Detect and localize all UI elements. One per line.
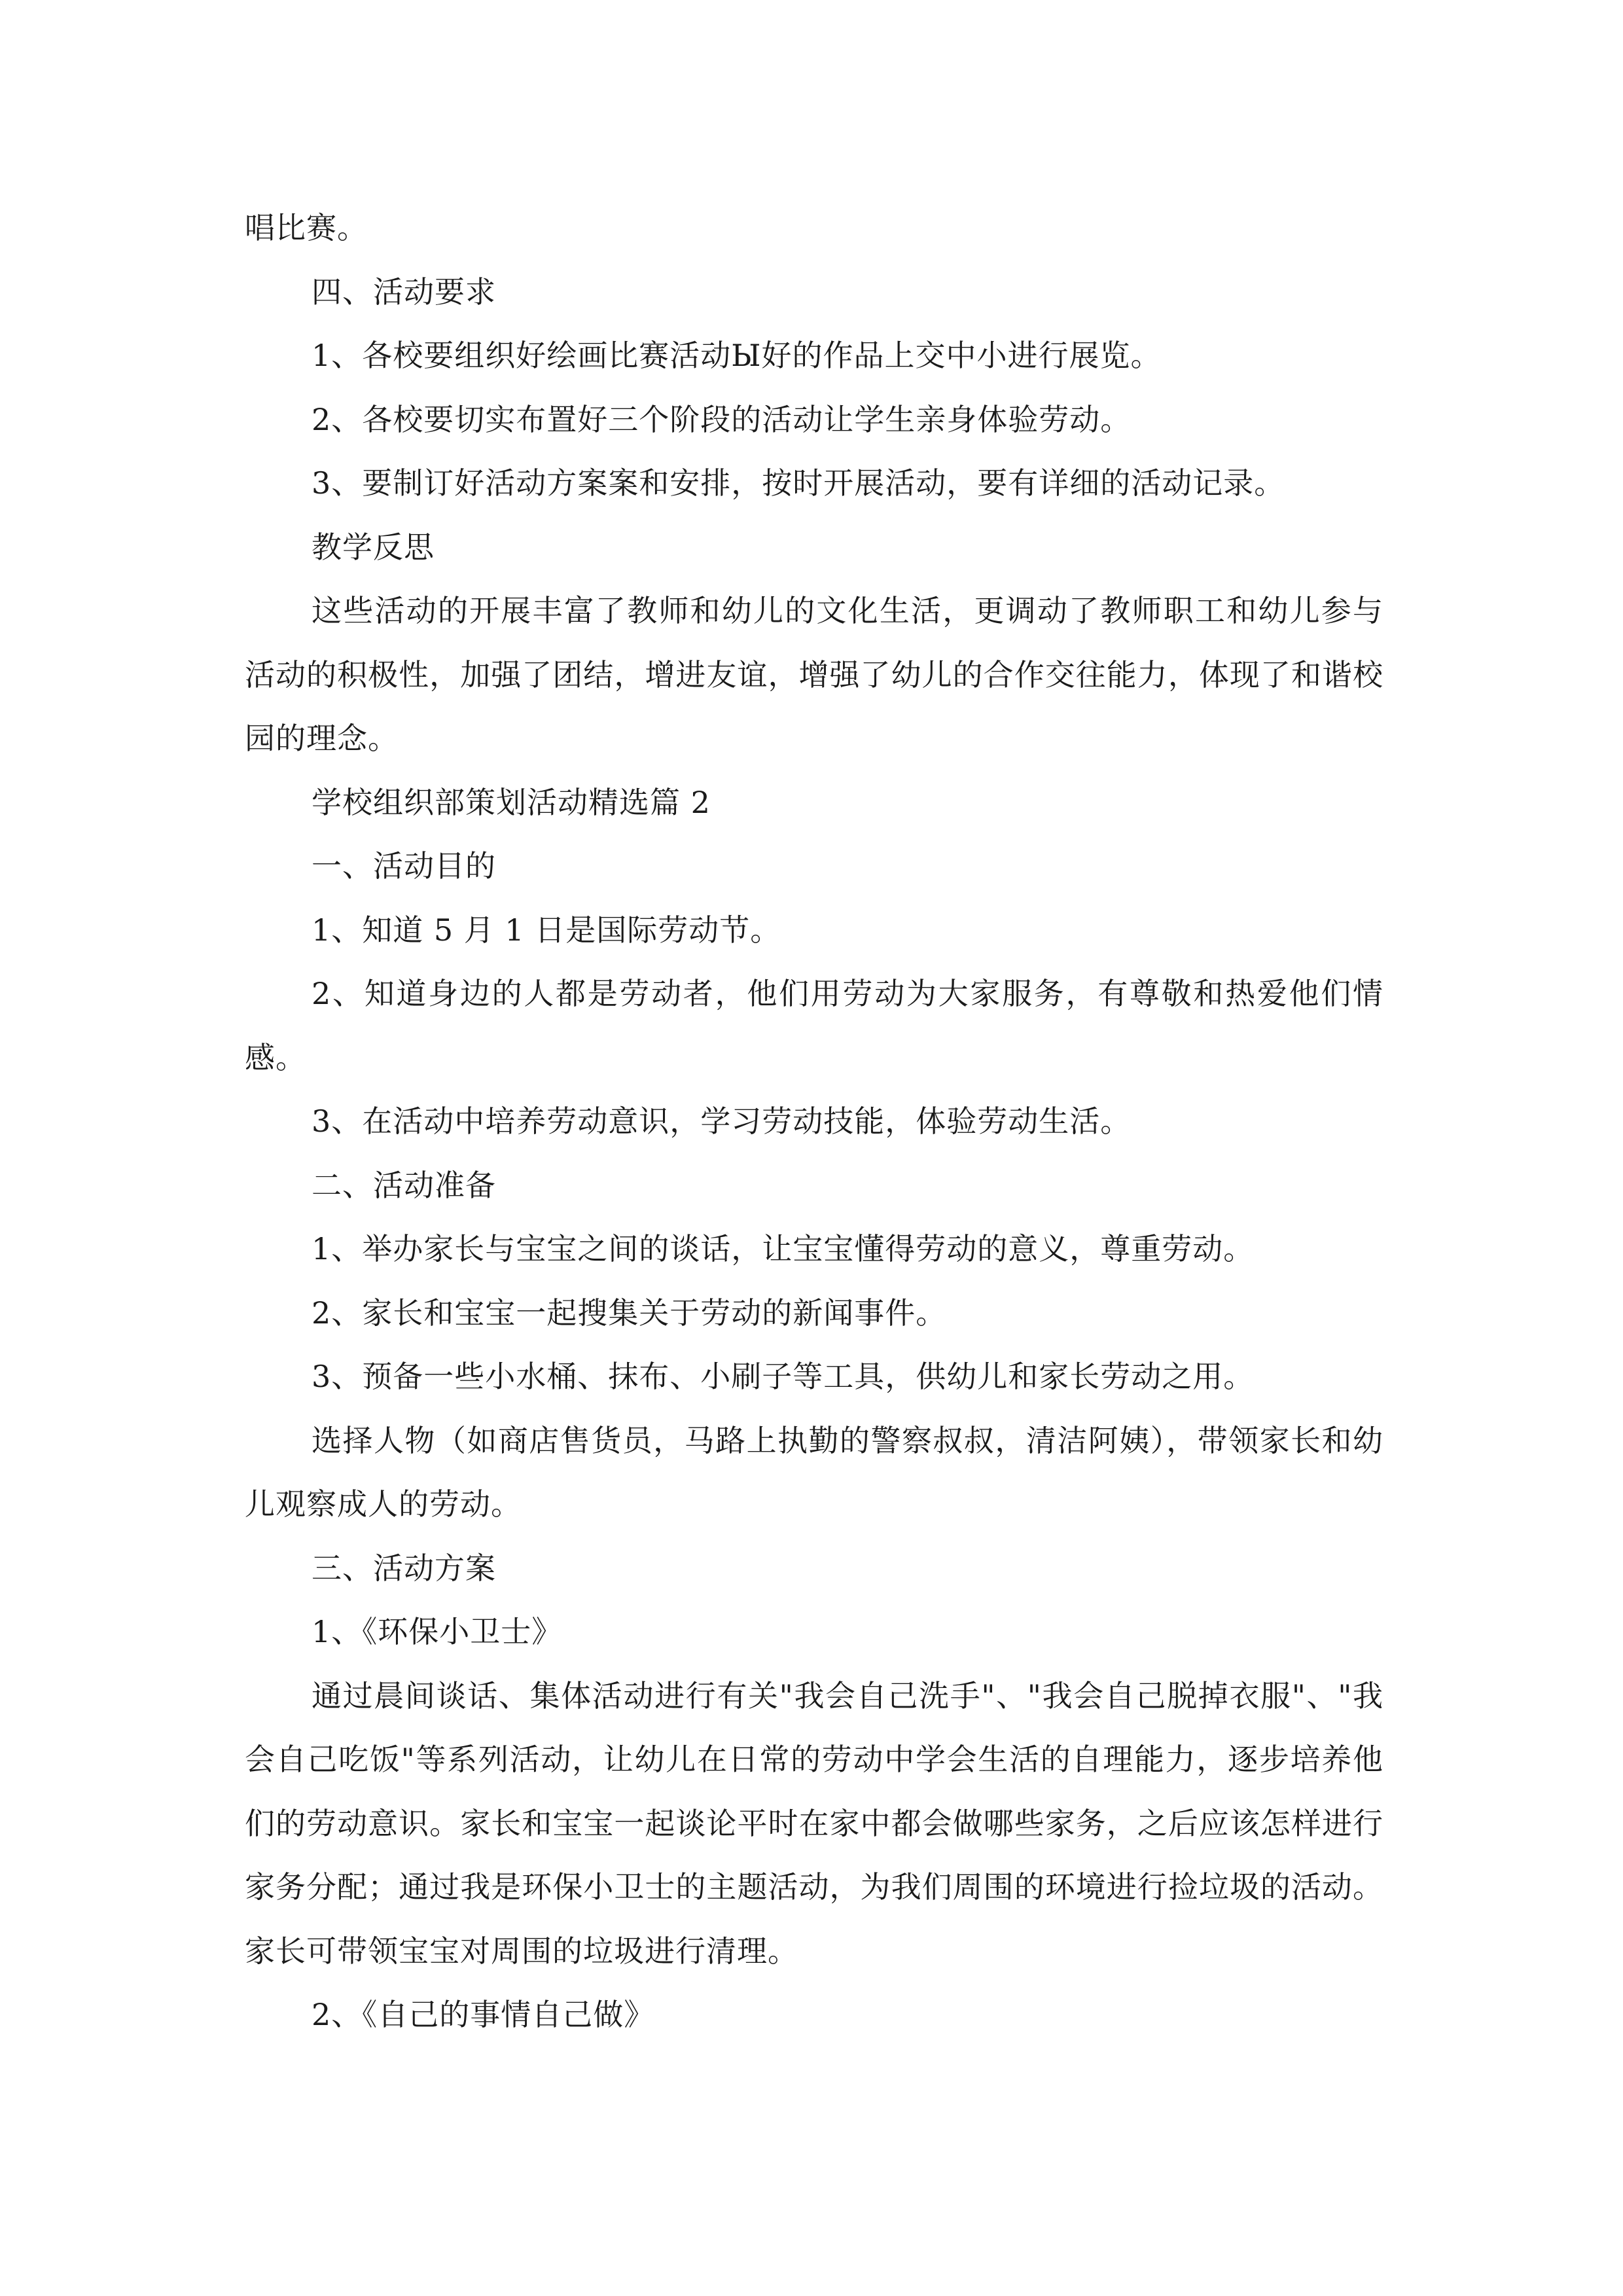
document-body [245,196,1383,2047]
list-item: 2、各校要切实布置好三个阶段的活动让学生亲身体验劳动。 [312,401,1132,437]
section-heading-purpose: 一、活动目的 [312,848,496,884]
list-item: 1、知道 5 月 1 日是国际劳动节。 [312,912,781,948]
paragraph: 通过晨间谈话、集体活动进行有关"我会自己洗手"、"我会自己脱掉衣服"、"我会自己吃饭"等系列活动，让幼儿在日常的劳动中学会生活的自理能力，逐步培养他们的劳动意识。家长和宝宝一起谈论平时在家中都会做哪些家务，之后应该怎样进行家务分配；通过我是环保小卫士的主题活动，为我们周围的环境进行捡垃圾的活动。家长可带领宝宝对周围的垃圾进行清理。 [245,1677,1383,1969]
section-heading-preparation: 二、活动准备 [312,1167,496,1203]
list-item: 1、举办家长与宝宝之间的谈话，让宝宝懂得劳动的意义，尊重劳动。 [312,1231,1255,1266]
section-heading-requirements: 四、活动要求 [312,274,496,310]
list-item: 1、各校要组织好绘画比赛活动Ы好的作品上交中小进行展览。 [312,338,1162,373]
list-item: 2、《自己的事情自己做》 [312,1997,655,2032]
paragraph: 这些活动的开展丰富了教师和幼儿的文化生活，更调动了教师职工和幼儿参与活动的积极性，加强了团结，增进友谊，增强了幼儿的合作交往能力，体现了和谐校园的理念。 [245,593,1383,756]
paragraph-continuation: 唱比赛。 [245,210,368,245]
section-heading-reflection: 教学反思 [312,529,435,565]
paragraph: 选择人物（如商店售货员，马路上执勤的警察叔叔，清洁阿姨），带领家长和幼儿观察成人的劳动。 [245,1422,1383,1522]
article-title: 学校组织部策划活动精选篇 2 [312,784,711,820]
list-item: 2、知道身边的人都是劳动者，他们用劳动为大家服务，有尊敬和热爱他们情感。 [245,976,1383,1075]
list-item: 1、《环保小卫士》 [312,1614,563,1649]
list-item: 2、家长和宝宝一起搜集关于劳动的新闻事件。 [312,1295,947,1331]
section-heading-plan: 三、活动方案 [312,1550,496,1586]
list-item: 3、预备一些小水桶、抹布、小刷子等工具，供幼儿和家长劳动之用。 [312,1359,1255,1394]
list-item: 3、在活动中培养劳动意识，学习劳动技能，体验劳动生活。 [312,1103,1132,1139]
list-item: 3、要制订好活动方案案和安排，按时开展活动，要有详细的活动记录。 [312,465,1285,501]
